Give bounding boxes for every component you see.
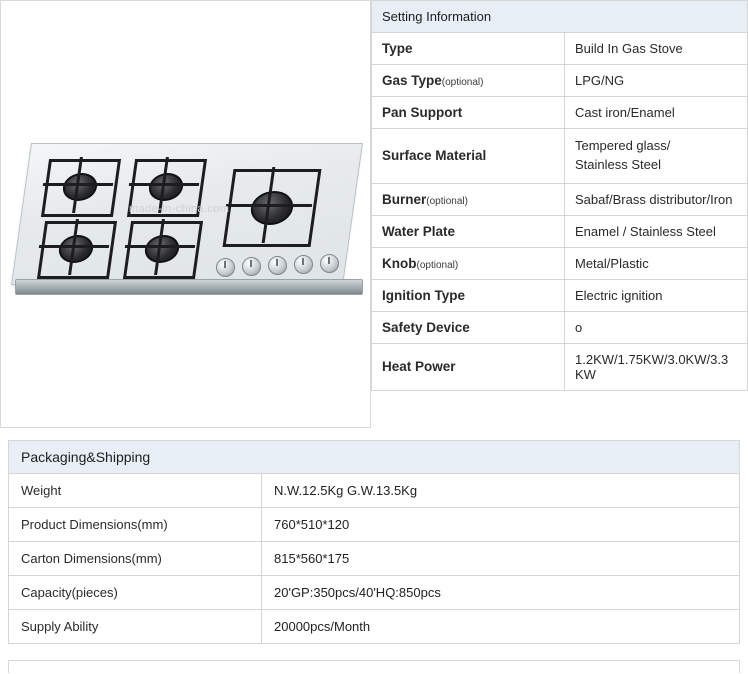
row-label-heat-power: Heat Power	[372, 343, 565, 390]
row-label-safety-device: Safety Device	[372, 311, 565, 343]
row-label-weight: Weight	[9, 474, 262, 508]
cooktop-front-panel	[15, 279, 363, 295]
optional-tag: (optional)	[441, 77, 484, 88]
row-label-gas-type: Gas Type(optional)	[372, 65, 565, 97]
control-knob-4[interactable]	[294, 255, 313, 274]
optional-tag: (optional)	[416, 259, 459, 271]
row-label-supply-ability: Supply Ability	[9, 610, 262, 644]
row-label-type: Type	[372, 33, 565, 65]
packaging-shipping-table	[8, 440, 740, 644]
row-value-knob: Metal/Plastic	[565, 247, 748, 279]
row-value-safety-device: o	[565, 311, 748, 343]
row-value-ignition-type: Electric ignition	[565, 279, 748, 311]
table-row	[372, 279, 748, 311]
setting-information-table	[371, 0, 748, 391]
row-value-carton-dimensions: 815*560*175	[262, 542, 740, 576]
row-value-pan-support: Cast iron/Enamel	[565, 97, 748, 129]
row-value-burner: Sabaf/Brass distributor/Iron	[565, 183, 748, 215]
row-label-ignition-type: Ignition Type	[372, 279, 565, 311]
control-knob-1[interactable]	[216, 258, 235, 277]
table-row	[372, 215, 748, 247]
row-value-capacity: 20'GP:350pcs/40'HQ:850pcs	[262, 576, 740, 610]
table-row	[9, 474, 740, 508]
table-header-row	[9, 441, 740, 474]
table-row	[372, 343, 748, 390]
table-row	[372, 129, 748, 184]
table-row	[9, 610, 740, 644]
surface-material-line-1: Tempered glass/	[575, 138, 671, 153]
table-row	[372, 97, 748, 129]
row-label-product-dimensions: Product Dimensions(mm)	[9, 508, 262, 542]
page-bottom-divider	[8, 660, 740, 673]
surface-material-line-2: Stainless Steel	[575, 156, 661, 172]
row-value-product-dimensions: 760*510*120	[262, 508, 740, 542]
row-label-carton-dimensions: Carton Dimensions(mm)	[9, 542, 262, 576]
row-value-weight: N.W.12.5Kg G.W.13.5Kg	[262, 474, 740, 508]
control-knob-3[interactable]	[268, 256, 287, 275]
row-value-gas-type: LPG/NG	[565, 65, 748, 97]
control-knob-5[interactable]	[320, 254, 339, 273]
optional-tag: (optional)	[426, 195, 468, 207]
row-value-heat-power: 1.2KW/1.75KW/3.0KW/3.3 KW	[565, 343, 748, 390]
image-watermark: made-in-china.com	[129, 203, 230, 215]
row-label-surface-material: Surface Material	[372, 129, 565, 184]
row-value-supply-ability: 20000pcs/Month	[262, 610, 740, 644]
row-label-capacity: Capacity(pieces)	[9, 576, 262, 610]
control-knob-2[interactable]	[242, 257, 261, 276]
table-header-row	[372, 1, 748, 33]
row-label-burner: Burner(optional)	[372, 183, 565, 215]
row-label-pan-support: Pan Support	[372, 97, 565, 129]
table-row	[372, 33, 748, 65]
table-row	[372, 183, 748, 215]
table-row	[9, 508, 740, 542]
table-row	[9, 542, 740, 576]
row-label-water-plate: Water Plate	[372, 215, 565, 247]
product-image	[0, 0, 371, 428]
table-row	[372, 311, 748, 343]
table-row	[372, 247, 748, 279]
table-row	[9, 576, 740, 610]
row-label-knob: Knob(optional)	[372, 247, 565, 279]
spec-table-title: Setting Information	[372, 1, 748, 33]
row-value-type: Build In Gas Stove	[565, 33, 748, 65]
table-row	[372, 65, 748, 97]
pack-table-title: Packaging&Shipping	[9, 441, 740, 474]
row-value-surface-material	[565, 129, 748, 184]
gas-stove-illustration	[13, 121, 361, 311]
row-value-water-plate: Enamel / Stainless Steel	[565, 215, 748, 247]
